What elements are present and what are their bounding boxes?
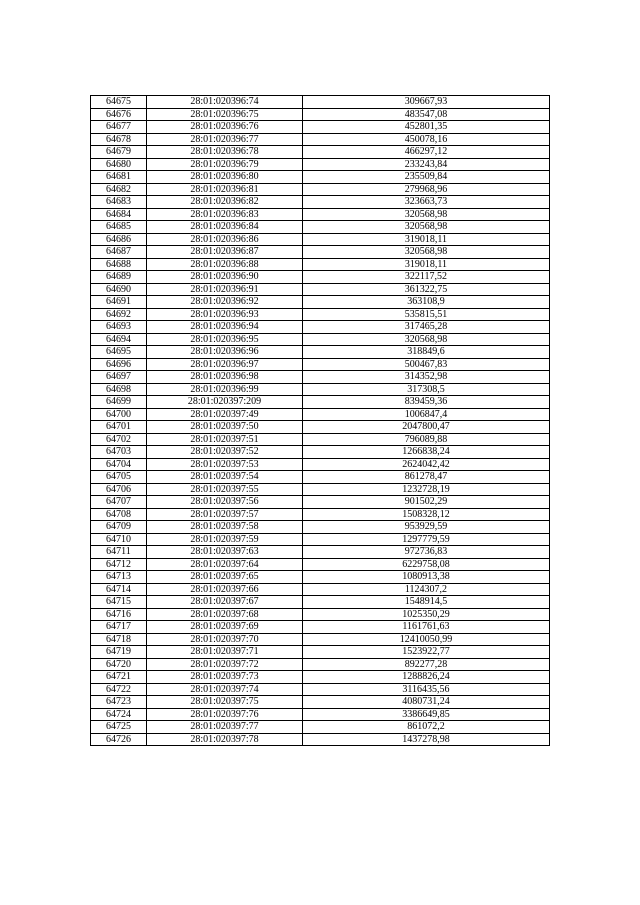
table-row (91, 621, 550, 634)
value-cell: 4080731,24 (303, 696, 550, 709)
cadastral-number-cell: 28:01:020397:57 (147, 508, 303, 521)
cadastral-number-cell: 28:01:020397:53 (147, 458, 303, 471)
row-number-cell: 64705 (91, 471, 147, 484)
value-cell: 1548914,5 (303, 596, 550, 609)
table-row (91, 421, 550, 434)
table-row (91, 233, 550, 246)
table-body (91, 96, 550, 746)
cadastral-number-cell: 28:01:020396:83 (147, 208, 303, 221)
cadastral-number-cell: 28:01:020397:56 (147, 496, 303, 509)
row-number-cell: 64695 (91, 346, 147, 359)
row-number-cell: 64689 (91, 271, 147, 284)
row-number-cell: 64716 (91, 608, 147, 621)
row-number-cell: 64677 (91, 121, 147, 134)
row-number-cell: 64711 (91, 546, 147, 559)
row-number-cell: 64698 (91, 383, 147, 396)
row-number-cell: 64717 (91, 621, 147, 634)
table-row (91, 133, 550, 146)
value-cell: 972736,83 (303, 546, 550, 559)
value-cell: 861278,47 (303, 471, 550, 484)
value-cell: 318849,6 (303, 346, 550, 359)
table-row (91, 721, 550, 734)
cadastral-number-cell: 28:01:020397:76 (147, 708, 303, 721)
cadastral-number-cell: 28:01:020396:87 (147, 246, 303, 259)
cadastral-number-cell: 28:01:020396:99 (147, 383, 303, 396)
row-number-cell: 64723 (91, 696, 147, 709)
row-number-cell: 64697 (91, 371, 147, 384)
value-cell: 1523922,77 (303, 646, 550, 659)
row-number-cell: 64704 (91, 458, 147, 471)
table-row (91, 458, 550, 471)
table-row (91, 296, 550, 309)
value-cell: 1297779,59 (303, 533, 550, 546)
row-number-cell: 64703 (91, 446, 147, 459)
row-number-cell: 64683 (91, 196, 147, 209)
cadastral-number-cell: 28:01:020396:86 (147, 233, 303, 246)
table-row (91, 221, 550, 234)
row-number-cell: 64686 (91, 233, 147, 246)
cadastral-number-cell: 28:01:020397:74 (147, 683, 303, 696)
value-cell: 535815,51 (303, 308, 550, 321)
value-cell: 1288826,24 (303, 671, 550, 684)
cadastral-number-cell: 28:01:020396:74 (147, 96, 303, 109)
cadastral-number-cell: 28:01:020397:72 (147, 658, 303, 671)
value-cell: 309667,93 (303, 96, 550, 109)
value-cell: 317465,28 (303, 321, 550, 334)
table-row (91, 596, 550, 609)
table-row (91, 733, 550, 746)
table-row (91, 708, 550, 721)
value-cell: 1508328,12 (303, 508, 550, 521)
row-number-cell: 64678 (91, 133, 147, 146)
row-number-cell: 64682 (91, 183, 147, 196)
cadastral-number-cell: 28:01:020397:68 (147, 608, 303, 621)
value-cell: 796089,88 (303, 433, 550, 446)
table-row (91, 146, 550, 159)
table-row (91, 608, 550, 621)
cadastral-number-cell: 28:01:020397:209 (147, 396, 303, 409)
cadastral-number-cell: 28:01:020397:73 (147, 671, 303, 684)
cadastral-number-cell: 28:01:020397:69 (147, 621, 303, 634)
table-row (91, 583, 550, 596)
value-cell: 483547,08 (303, 108, 550, 121)
cadastral-number-cell: 28:01:020396:90 (147, 271, 303, 284)
row-number-cell: 64713 (91, 571, 147, 584)
table-row (91, 446, 550, 459)
table-row (91, 471, 550, 484)
row-number-cell: 64690 (91, 283, 147, 296)
row-number-cell: 64691 (91, 296, 147, 309)
cadastral-number-cell: 28:01:020396:88 (147, 258, 303, 271)
cadastral-number-cell: 28:01:020397:64 (147, 558, 303, 571)
cadastral-number-cell: 28:01:020396:84 (147, 221, 303, 234)
value-cell: 320568,98 (303, 208, 550, 221)
value-cell: 317308,5 (303, 383, 550, 396)
value-cell: 279968,96 (303, 183, 550, 196)
value-cell: 1266838,24 (303, 446, 550, 459)
table-row (91, 258, 550, 271)
row-number-cell: 64680 (91, 158, 147, 171)
table-row (91, 321, 550, 334)
cadastral-number-cell: 28:01:020396:98 (147, 371, 303, 384)
cadastral-number-cell: 28:01:020396:96 (147, 346, 303, 359)
table-row (91, 633, 550, 646)
row-number-cell: 64722 (91, 683, 147, 696)
value-cell: 861072,2 (303, 721, 550, 734)
cadastral-number-cell: 28:01:020397:58 (147, 521, 303, 534)
row-number-cell: 64694 (91, 333, 147, 346)
table-row (91, 396, 550, 409)
row-number-cell: 64679 (91, 146, 147, 159)
row-number-cell: 64675 (91, 96, 147, 109)
row-number-cell: 64702 (91, 433, 147, 446)
table-row (91, 658, 550, 671)
value-cell: 452801,35 (303, 121, 550, 134)
table-row (91, 208, 550, 221)
table-row (91, 683, 550, 696)
table-row (91, 696, 550, 709)
value-cell: 1232728,19 (303, 483, 550, 496)
row-number-cell: 64708 (91, 508, 147, 521)
value-cell: 3116435,56 (303, 683, 550, 696)
row-number-cell: 64696 (91, 358, 147, 371)
value-cell: 320568,98 (303, 221, 550, 234)
value-cell: 320568,98 (303, 333, 550, 346)
row-number-cell: 64681 (91, 171, 147, 184)
table-row (91, 383, 550, 396)
cadastral-number-cell: 28:01:020397:49 (147, 408, 303, 421)
table-row (91, 333, 550, 346)
table-row (91, 646, 550, 659)
value-cell: 1161761,63 (303, 621, 550, 634)
value-cell: 314352,98 (303, 371, 550, 384)
cadastral-number-cell: 28:01:020396:77 (147, 133, 303, 146)
table-row (91, 183, 550, 196)
row-number-cell: 64700 (91, 408, 147, 421)
cadastral-number-cell: 28:01:020396:76 (147, 121, 303, 134)
table-row (91, 108, 550, 121)
row-number-cell: 64699 (91, 396, 147, 409)
row-number-cell: 64685 (91, 221, 147, 234)
value-cell: 450078,16 (303, 133, 550, 146)
value-cell: 1080913,38 (303, 571, 550, 584)
value-cell: 12410050,99 (303, 633, 550, 646)
cadastral-number-cell: 28:01:020397:55 (147, 483, 303, 496)
table-row (91, 433, 550, 446)
value-cell: 901502,29 (303, 496, 550, 509)
cadastral-number-cell: 28:01:020396:78 (147, 146, 303, 159)
cadastral-number-cell: 28:01:020397:65 (147, 571, 303, 584)
table-row (91, 283, 550, 296)
cadastral-number-cell: 28:01:020397:50 (147, 421, 303, 434)
value-cell: 319018,11 (303, 258, 550, 271)
row-number-cell: 64692 (91, 308, 147, 321)
table-row (91, 571, 550, 584)
row-number-cell: 64687 (91, 246, 147, 259)
cadastral-number-cell: 28:01:020396:97 (147, 358, 303, 371)
row-number-cell: 64712 (91, 558, 147, 571)
table-row (91, 358, 550, 371)
row-number-cell: 64725 (91, 721, 147, 734)
table-row (91, 558, 550, 571)
table-row (91, 271, 550, 284)
cadastral-number-cell: 28:01:020397:78 (147, 733, 303, 746)
cadastral-number-cell: 28:01:020397:77 (147, 721, 303, 734)
value-cell: 3386649,85 (303, 708, 550, 721)
table-row (91, 308, 550, 321)
cadastral-number-cell: 28:01:020397:67 (147, 596, 303, 609)
row-number-cell: 64676 (91, 108, 147, 121)
row-number-cell: 64693 (91, 321, 147, 334)
value-cell: 361322,75 (303, 283, 550, 296)
value-cell: 363108,9 (303, 296, 550, 309)
table-row (91, 546, 550, 559)
cadastral-number-cell: 28:01:020396:95 (147, 333, 303, 346)
cadastral-number-cell: 28:01:020397:51 (147, 433, 303, 446)
table-row (91, 671, 550, 684)
cadastral-number-cell: 28:01:020397:54 (147, 471, 303, 484)
table-row (91, 496, 550, 509)
table-row (91, 346, 550, 359)
cadastral-number-cell: 28:01:020397:70 (147, 633, 303, 646)
table-row (91, 533, 550, 546)
row-number-cell: 64726 (91, 733, 147, 746)
cadastral-number-cell: 28:01:020396:91 (147, 283, 303, 296)
row-number-cell: 64714 (91, 583, 147, 596)
value-cell: 466297,12 (303, 146, 550, 159)
value-cell: 322117,52 (303, 271, 550, 284)
value-cell: 235509,84 (303, 171, 550, 184)
table-row (91, 158, 550, 171)
table-row (91, 246, 550, 259)
cadastral-number-cell: 28:01:020396:94 (147, 321, 303, 334)
value-cell: 2624042,42 (303, 458, 550, 471)
value-cell: 6229758,08 (303, 558, 550, 571)
row-number-cell: 64720 (91, 658, 147, 671)
cadastral-number-cell: 28:01:020396:79 (147, 158, 303, 171)
value-cell: 1124307,2 (303, 583, 550, 596)
table-row (91, 508, 550, 521)
cadastral-number-cell: 28:01:020396:80 (147, 171, 303, 184)
cadastral-number-cell: 28:01:020397:71 (147, 646, 303, 659)
value-cell: 323663,73 (303, 196, 550, 209)
value-cell: 319018,11 (303, 233, 550, 246)
row-number-cell: 64707 (91, 496, 147, 509)
table-row (91, 121, 550, 134)
cadastral-number-cell: 28:01:020396:82 (147, 196, 303, 209)
table-row (91, 371, 550, 384)
table-row (91, 483, 550, 496)
value-cell: 500467,83 (303, 358, 550, 371)
table-row (91, 96, 550, 109)
table-row (91, 196, 550, 209)
row-number-cell: 64710 (91, 533, 147, 546)
row-number-cell: 64721 (91, 671, 147, 684)
value-cell: 1025350,29 (303, 608, 550, 621)
value-cell: 953929,59 (303, 521, 550, 534)
cadastral-number-cell: 28:01:020397:66 (147, 583, 303, 596)
value-cell: 1437278,98 (303, 733, 550, 746)
cadastral-number-cell: 28:01:020396:81 (147, 183, 303, 196)
cadastral-number-cell: 28:01:020396:93 (147, 308, 303, 321)
value-cell: 2047800,47 (303, 421, 550, 434)
table-row (91, 171, 550, 184)
cadastral-number-cell: 28:01:020397:59 (147, 533, 303, 546)
value-cell: 320568,98 (303, 246, 550, 259)
row-number-cell: 64684 (91, 208, 147, 221)
cadastral-number-cell: 28:01:020397:75 (147, 696, 303, 709)
cadastral-number-cell: 28:01:020396:75 (147, 108, 303, 121)
table-row (91, 408, 550, 421)
table-row (91, 521, 550, 534)
row-number-cell: 64724 (91, 708, 147, 721)
cadastral-number-cell: 28:01:020397:63 (147, 546, 303, 559)
value-cell: 1006847,4 (303, 408, 550, 421)
row-number-cell: 64706 (91, 483, 147, 496)
row-number-cell: 64688 (91, 258, 147, 271)
cadastral-number-cell: 28:01:020396:92 (147, 296, 303, 309)
row-number-cell: 64718 (91, 633, 147, 646)
row-number-cell: 64709 (91, 521, 147, 534)
cadastral-number-cell: 28:01:020397:52 (147, 446, 303, 459)
row-number-cell: 64715 (91, 596, 147, 609)
value-cell: 892277,28 (303, 658, 550, 671)
row-number-cell: 64719 (91, 646, 147, 659)
cadastral-value-table (90, 95, 550, 746)
row-number-cell: 64701 (91, 421, 147, 434)
value-cell: 233243,84 (303, 158, 550, 171)
value-cell: 839459,36 (303, 396, 550, 409)
